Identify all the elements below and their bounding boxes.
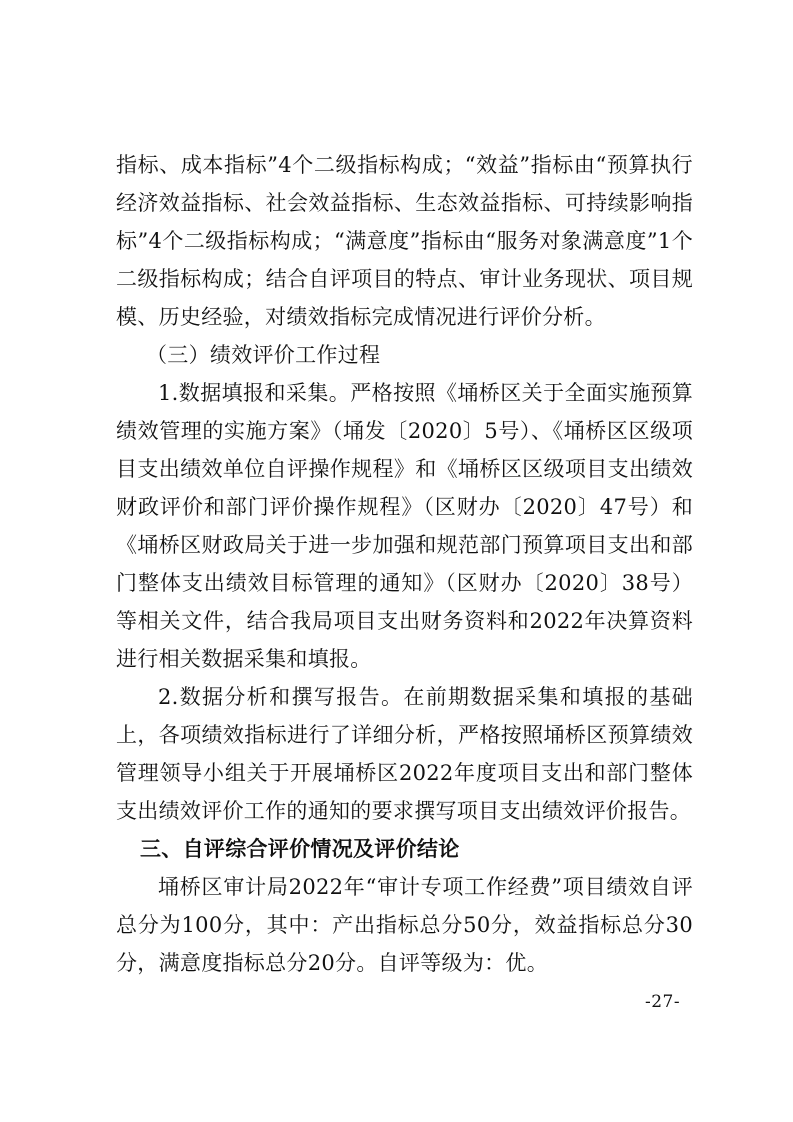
paragraph-data-analysis: 2.数据分析和撰写报告。在前期数据采集和填报的基础上，各项绩效指标进行了详细分析，严格按照埇桥区预算绩效管理领导小组关于开展埇桥区2022年度项目支出和部门整体支出绩效评价工作的通知的要求撰写项目支出绩效评价报告。 — [116, 685, 693, 823]
page-number: -27- — [645, 992, 681, 1012]
paragraph-self-evaluation-result: 埇桥区审计局2022年“审计专项工作经费”项目绩效自评总分为100分，其中：产出指标总分50分，效益指标总分30分，满意度指标总分20分。自评等级为：优。 — [116, 875, 693, 975]
section-heading-self-evaluation: 三、自评综合评价情况及评价结论 — [140, 837, 460, 861]
section-heading-evaluation-process: （三）绩效评价工作过程 — [146, 343, 381, 367]
paragraph-indicators-continued: 指标、成本指标”4个二级指标构成；“效益”指标由“预算执行经济效益指标、社会效益指标、生态效益指标、可持续影响指标”4个二级指标构成；“满意度”指标由“服务对象满意度”1个二级指标构成；结合自评项目的特点、审计业务现状、项目规模、历史经验，对绩效指标完成情况进行评价分析。 — [116, 153, 693, 329]
paragraph-data-collection: 1.数据填报和采集。严格按照《埇桥区关于全面实施预算绩效管理的实施方案》（埇发〔2020〕5号）、《埇桥区区级项目支出绩效单位自评操作规程》和《埇桥区区级项目支出绩效财政评价和部门评价操作规程》（区财办〔2020〕47号）和《埇桥区财政局关于进一步加强和规范部门预算项目支出和部门整体支出绩效目标管理的通知》（区财办〔2020〕38号）等相关文件，结合我局项目支出财务资料和2022年决算资料进行相关数据采集和填报。 — [116, 381, 693, 671]
document-body — [116, 146, 693, 982]
